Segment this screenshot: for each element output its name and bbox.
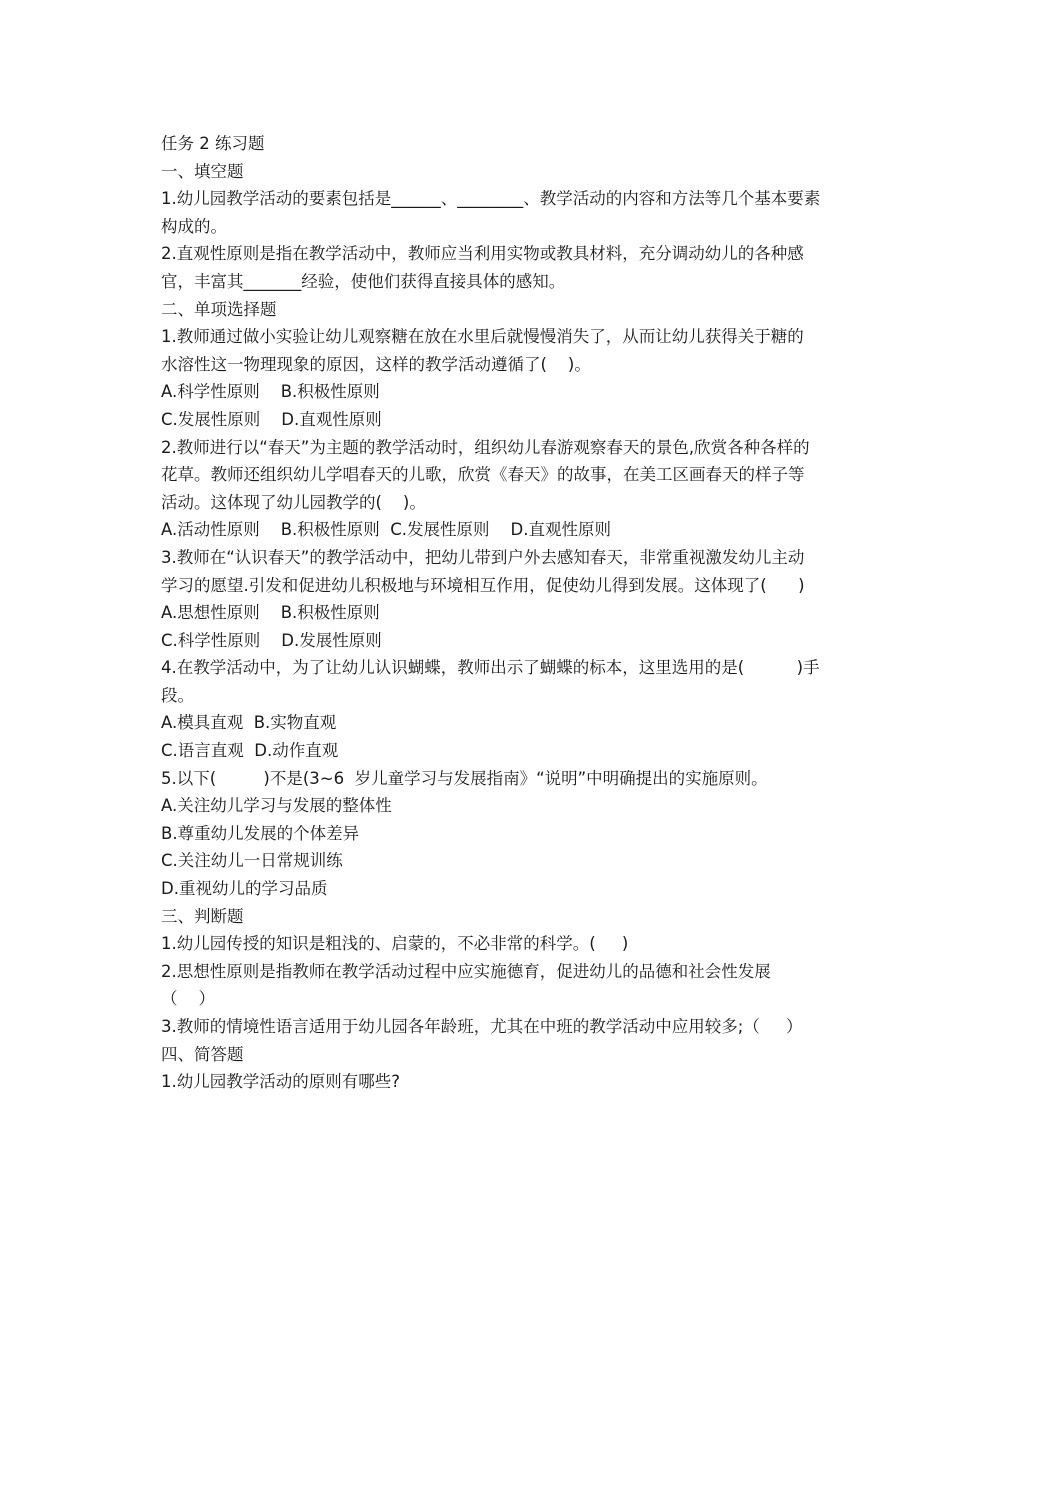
choice-question-3-options-cd: C.科学性原则 D.发展性原则 — [161, 630, 382, 650]
choice-question-2-line-3: 活动。这体现了幼儿园教学的( )。 — [161, 492, 426, 512]
short-answer-question-1: 1.幼儿园教学活动的原则有哪些? — [161, 1072, 401, 1092]
section-heading-fill-blank: 一、填空题 — [161, 161, 244, 181]
true-false-question-2-line-1: 2.思想性原则是指教师在教学活动过程中应实施德育，促进幼儿的品德和社会性发展 — [161, 961, 771, 981]
choice-question-1-options-ab: A.科学性原则 B.积极性原则 — [161, 382, 380, 402]
section-heading-short-answer: 四、简答题 — [161, 1044, 244, 1064]
choice-question-5-option-d: D.重视幼儿的学习品质 — [161, 879, 328, 899]
choice-question-4-options-ab: A.模具直观 B.实物直观 — [161, 713, 337, 733]
true-false-question-2-line-2: （ ） — [161, 989, 215, 1009]
true-false-question-1: 1.幼儿园传授的知识是粗浅的、启蒙的，不必非常的科学。( ) — [161, 934, 629, 954]
choice-question-3-line-1: 3.教师在“认识春天”的教学活动中，把幼儿带到户外去感知春天，非常重视激发幼儿主动 — [161, 547, 805, 567]
choice-question-5-option-a: A.关注幼儿学习与发展的整体性 — [161, 796, 392, 816]
section-heading-true-false: 三、判断题 — [161, 906, 244, 926]
choice-question-3-line-2: 学习的愿望.引发和促进幼儿积极地与环境相互作用，促使幼儿得到发展。这体现了( ) — [161, 575, 805, 595]
fill-blank-question-2-line-2: 官，丰富其_______经验，使他们获得直接具体的感知。 — [161, 271, 566, 291]
choice-question-1-line-2: 水溶性这一物理现象的原因，这样的教学活动遵循了( )。 — [161, 354, 591, 374]
choice-question-1-options-cd: C.发展性原则 D.直观性原则 — [161, 409, 382, 429]
choice-question-1-line-1: 1.教师通过做小实验让幼儿观察糖在放在水里后就慢慢消失了，从而让幼儿获得关于糖的 — [161, 327, 804, 347]
section-heading-single-choice: 二、单项选择题 — [161, 299, 277, 319]
choice-question-4-line-2: 段。 — [161, 685, 194, 705]
fill-blank-question-1-line-2: 构成的。 — [161, 216, 227, 236]
fill-blank-question-2-line-1: 2.直观性原则是指在教学活动中，教师应当利用实物或教具材料，充分调动幼儿的各种感 — [161, 244, 804, 264]
choice-question-2-options: A.活动性原则 B.积极性原则 C.发展性原则 D.直观性原则 — [161, 520, 611, 540]
choice-question-3-options-ab: A.思想性原则 B.积极性原则 — [161, 603, 380, 623]
choice-question-2-line-1: 2.教师进行以“春天”为主题的教学活动时，组织幼儿春游观察春天的景色,欣赏各种各样的 — [161, 437, 810, 457]
true-false-question-3: 3.教师的情境性语言适用于幼儿园各年龄班，尤其在中班的教学活动中应用较多;（ ） — [161, 1017, 803, 1036]
document-page — [161, 130, 906, 1096]
choice-question-5-option-b: B.尊重幼儿发展的个体差异 — [161, 823, 360, 843]
choice-question-4-line-1: 4.在教学活动中，为了让幼儿认识蝴蝶，教师出示了蝴蝶的标本，这里选用的是( )手 — [161, 658, 820, 678]
fill-blank-question-1-line-1: 1.幼儿园教学活动的要素包括是______、________、教学活动的内容和方法等几个基本要素 — [161, 189, 821, 209]
choice-question-2-line-2: 花草。教师还组织幼儿学唱春天的儿歌，欣赏《春天》的故事，在美工区画春天的样子等 — [161, 465, 805, 485]
choice-question-5-line-1: 5.以下( )不是(3~6 岁儿童学习与发展指南》“说明”中明确提出的实施原则。 — [161, 768, 768, 788]
document-title: 任务 2 练习题 — [161, 134, 265, 153]
choice-question-4-options-cd: C.语言直观 D.动作直观 — [161, 741, 339, 761]
choice-question-5-option-c: C.关注幼儿一日常规训练 — [161, 851, 343, 871]
